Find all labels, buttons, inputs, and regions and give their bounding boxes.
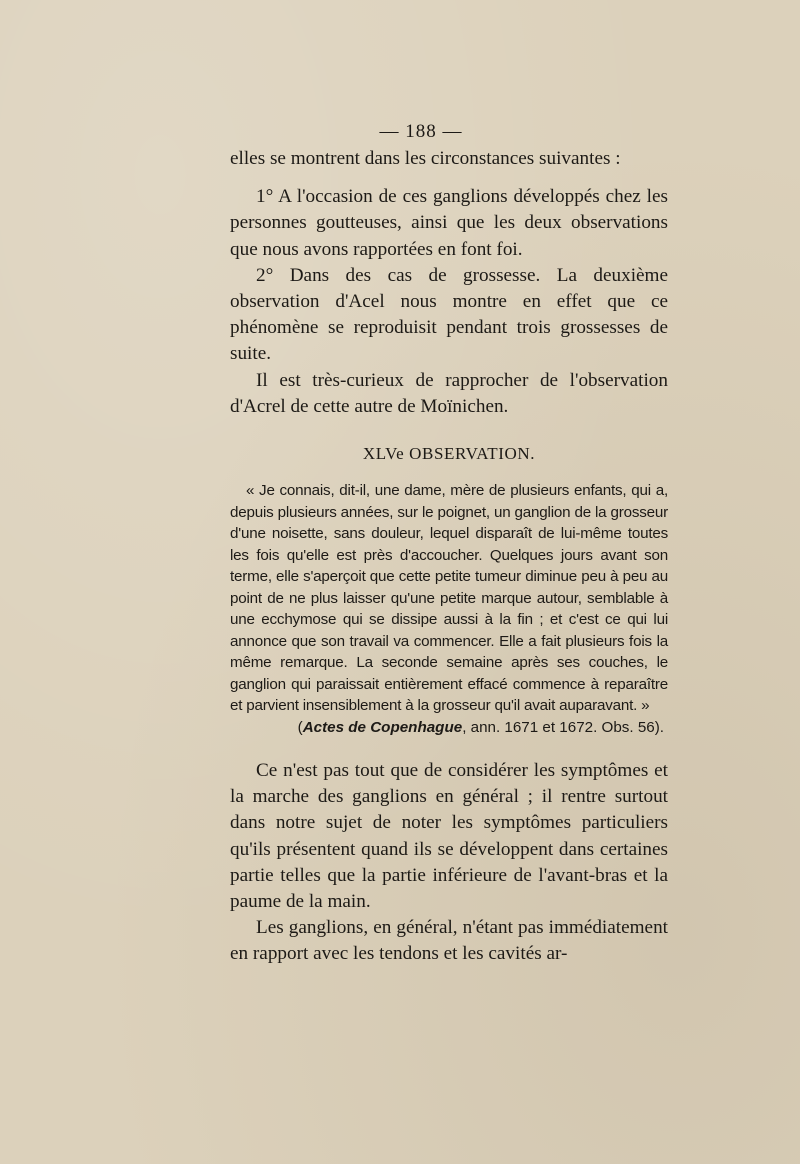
- paragraph-intro: elles se montrent dans les circonstances suivantes :: [230, 148, 621, 169]
- paragraph-symptoms: Ce n'est pas tout que de considérer les symptômes et la marche des ganglions en général ; il rentre surtout dans notre sujet de noter les symptômes particuliers qu'ils présentent quand ils se développent dans certaines partie telles que la partie inférieure de l'avant-bras et la paume de la main.: [230, 760, 668, 913]
- book-page: [230, 118, 668, 968]
- paragraph-comparison: Il est très-curieux de rapprocher de l'observation d'Acrel de cette autre de Moïnichen.: [230, 369, 668, 417]
- paragraph-point-2: 2° Dans des cas de grossesse. La deuxième observation d'Acel nous montre en effet que ce phénomène se reproduisit pendant trois grossesses de suite.: [230, 264, 668, 365]
- source-title: Actes de Copenhague: [302, 718, 463, 736]
- observation-quote-block: [230, 480, 668, 717]
- source-open: (: [297, 718, 303, 736]
- bottom-text: [230, 758, 668, 968]
- observation-title: XLVe OBSERVATION.: [362, 444, 536, 464]
- source-rest: , ann. 1671 et 1672. Obs. 56).: [462, 718, 664, 736]
- paragraph-ganglions: Les ganglions, en général, n'étant pas immédiatement en rapport avec les tendons et les cavités ar-: [230, 917, 668, 965]
- observation-source: [230, 717, 668, 739]
- top-text: [230, 146, 668, 420]
- page-number: — 188 —: [379, 121, 463, 142]
- observation-quote: « Je connais, dit-il, une dame, mère de plusieurs enfants, qui a, depuis plusieurs années, sur le poignet, un ganglion de la grosseur d'une noisette, sans douleur, lequel disparaît de lui-même toutes les fois qu'elle est près d'accoucher. Quelques jours avant son terme, elle s'aperçoit que cette petite tumeur diminue peu à peu au point de ne plus laisser qu'une petite marque autour, semblable à une ecchymose qui se dissipe aussi à la fin ; et c'est ce qui lui annonce que son travail va commencer. Elle a fait plusieurs fois la même remarque. La seconde semaine après ses couches, le ganglion qui paraissait entièrement effacé commence à reparaître et parvient insensiblement à la grosseur qu'il avait auparavant. »: [230, 482, 668, 715]
- paragraph-point-1: 1° A l'occasion de ces ganglions développés chez les personnes goutteuses, ainsi que les deux observations que nous avons rapportées en font foi.: [230, 186, 668, 260]
